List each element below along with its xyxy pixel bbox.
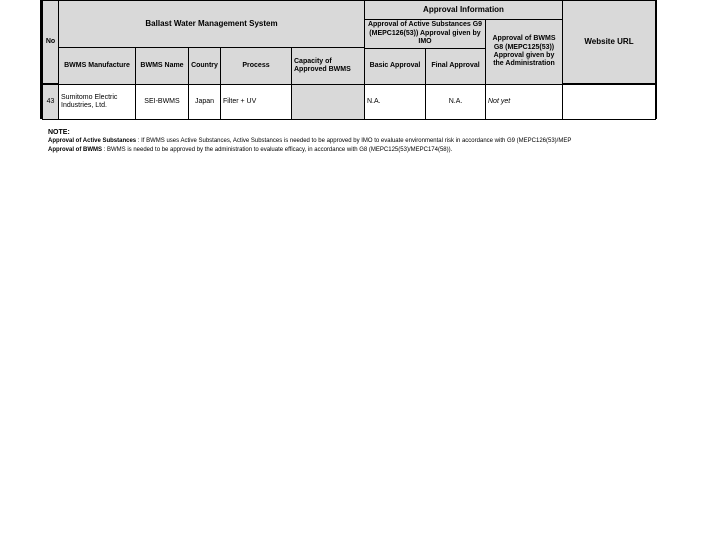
notes-block	[48, 128, 720, 154]
row-capacity	[291, 84, 365, 120]
note-active-substances	[48, 137, 720, 145]
row-bwms-name: SEI-BWMS	[135, 84, 189, 120]
note-bwms-label: Approval of BWMS	[48, 146, 102, 153]
note-active-substances-text: : If BWMS uses Active Substances, Active Substances is needed to be approved by IMO to evaluate environmental risk in accordance with G9 (MEPC126(53)/MEP	[136, 138, 572, 145]
approval-group-header: Approval Information	[364, 0, 563, 20]
row-basic-approval: N.A.	[364, 84, 426, 120]
no-label: No	[45, 37, 56, 45]
final-approval-header: Final Approval	[425, 48, 486, 85]
row-bwms-approval: Not yet	[485, 84, 563, 120]
note-active-substances-label: Approval of Active Substances	[48, 138, 137, 145]
row-country: Japan	[188, 84, 221, 120]
capacity-header: Capacity of Approved BWMS	[291, 47, 365, 85]
row-final-approval: N.A.	[425, 84, 486, 120]
bwms-approval-header: Approval of BWMS G8 (MEPC125(53)) Approval given by the Administration	[485, 19, 563, 85]
active-substances-header: Approval of Active Substances G9 (MEPC126(53)) Approval given by IMO	[364, 19, 486, 49]
note-bwms	[48, 146, 720, 154]
bwms-name-header: BWMS Name	[135, 47, 189, 85]
no-header	[42, 0, 59, 84]
basic-approval-header: Basic Approval	[364, 48, 426, 85]
row-process: Filter + UV	[220, 84, 292, 120]
country-header: Country	[188, 47, 221, 85]
row-number: 43	[42, 84, 59, 120]
system-group-header: Ballast Water Management System	[58, 0, 365, 48]
row-website	[562, 84, 656, 120]
row-manufacture: Sumitomo Electric Industries, Ltd.	[58, 84, 136, 120]
manufacture-header: BWMS Manufacture	[58, 47, 136, 85]
note-bwms-text: : BWMS is needed to be approved by the administration to evaluate efficacy, in accordance with G8 (MEPC125(53)/MEPC174(58)).	[102, 146, 453, 153]
notes-title: NOTE:	[48, 129, 70, 136]
process-header: Process	[220, 47, 292, 85]
website-header: Website URL	[562, 0, 656, 84]
